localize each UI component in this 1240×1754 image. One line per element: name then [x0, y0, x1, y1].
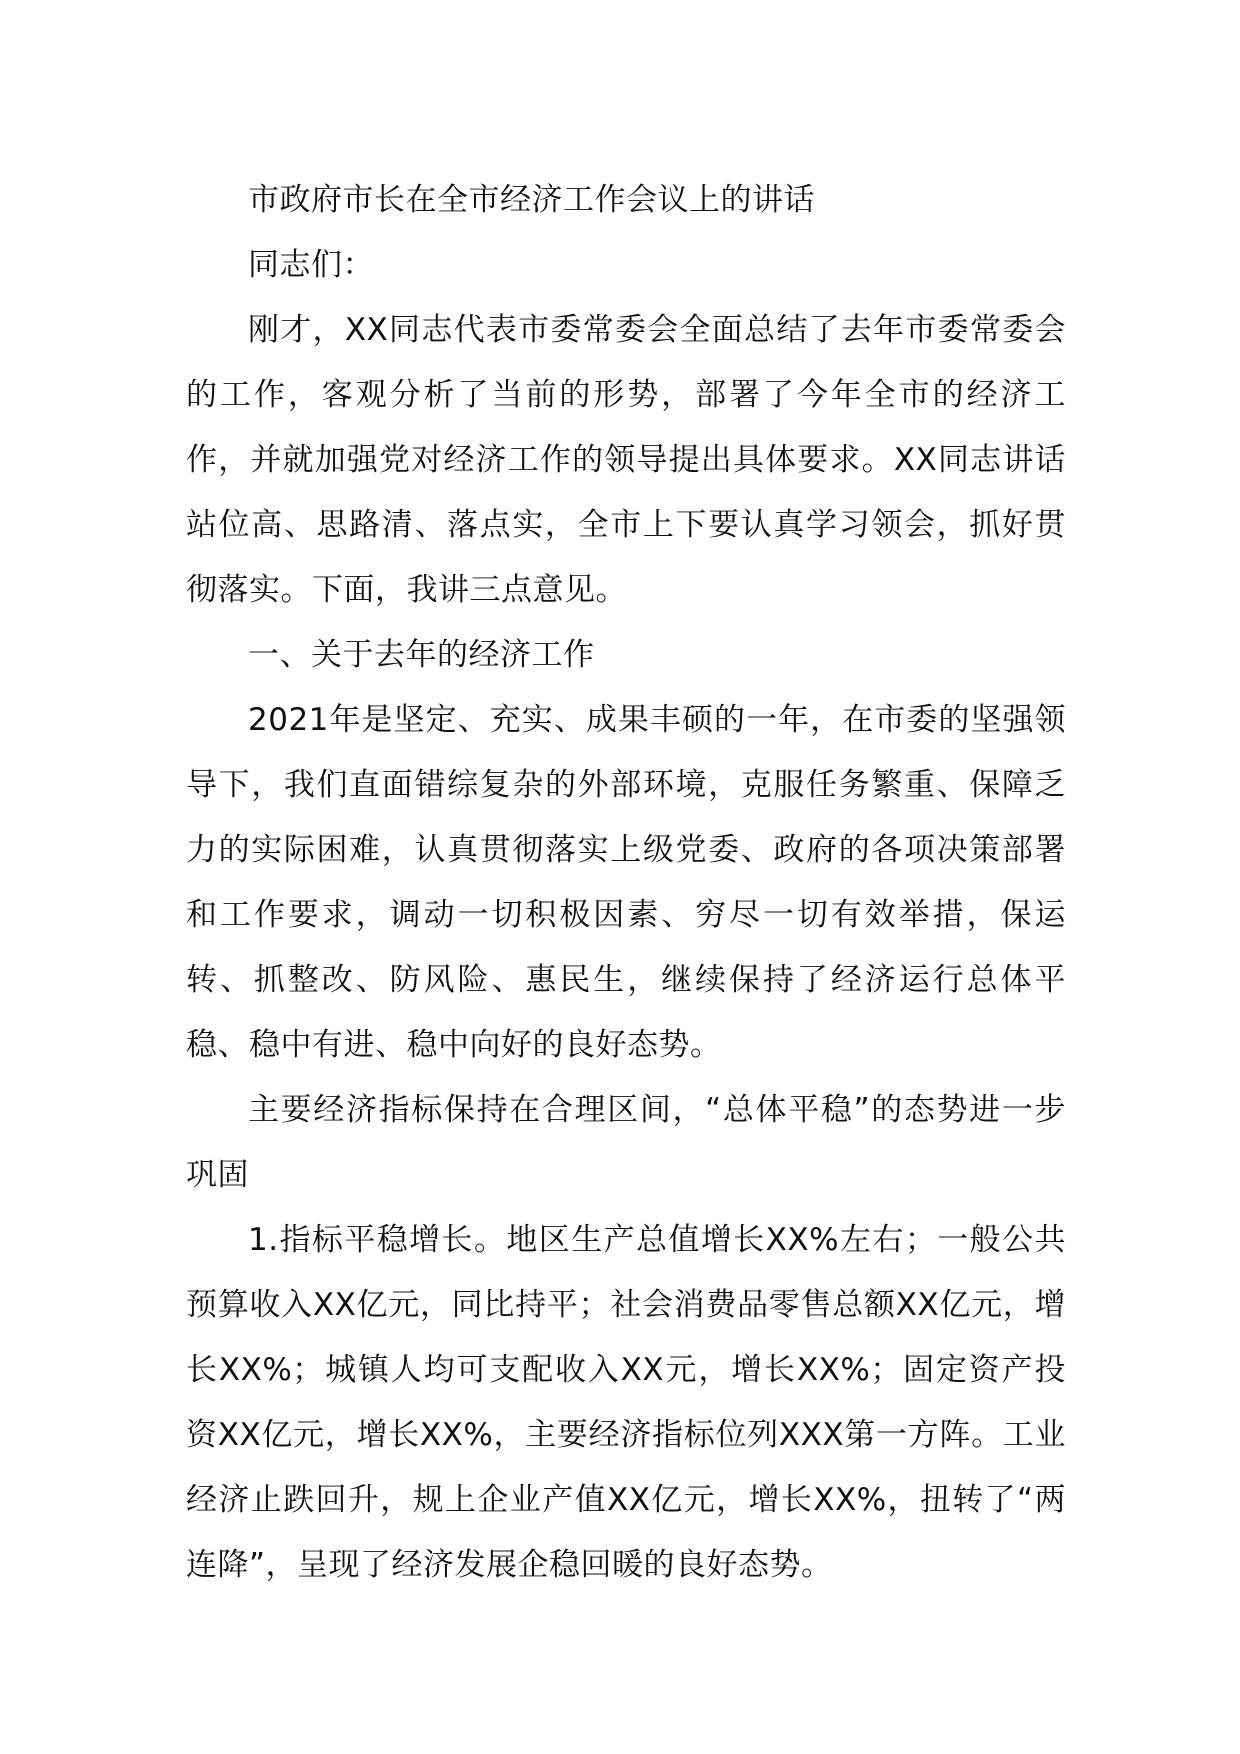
subheading-indicators: 主要经济指标保持在合理区间，“总体平稳”的态势进一步巩固 — [186, 1092, 1066, 1193]
document-title: 市政府市长在全市经济工作会议上的讲话 — [248, 182, 815, 218]
salutation: 同志们： — [248, 247, 374, 283]
document-body — [186, 168, 1066, 1598]
section-heading-1: 一、关于去年的经济工作 — [248, 637, 595, 673]
paragraph-indicators-growth: 1.指标平稳增长。地区生产总值增长XX%左右；一般公共预算收入XX亿元，同比持平；社会消费品零售总额XX亿元，增长XX%；城镇人均可支配收入XX元，增长XX%；固定资产投资XX亿元，增长XX%，主要经济指标位列XXX第一方阵。工业经济止跌回升，规上企业产值XX亿元，增长XX%，扭转了“两连降”，呈现了经济发展企稳回暖的良好态势。 — [186, 1222, 1066, 1583]
paragraph-2021-review: 2021年是坚定、充实、成果丰硕的一年，在市委的坚强领导下，我们直面错综复杂的外部环境，克服任务繁重、保障乏力的实际困难，认真贯彻落实上级党委、政府的各项决策部署和工作要求，调动一切积极因素、穷尽一切有效举措，保运转、抓整改、防风险、惠民生，继续保持了经济运行总体平稳、稳中有进、稳中向好的良好态势。 — [186, 702, 1066, 1063]
paragraph-opening: 刚才，XX同志代表市委常委会全面总结了去年市委常委会的工作，客观分析了当前的形势，部署了今年全市的经济工作，并就加强党对经济工作的领导提出具体要求。XX同志讲话站位高、思路清、落点实，全市上下要认真学习领会，抓好贯彻落实。下面，我讲三点意见。 — [186, 312, 1066, 608]
